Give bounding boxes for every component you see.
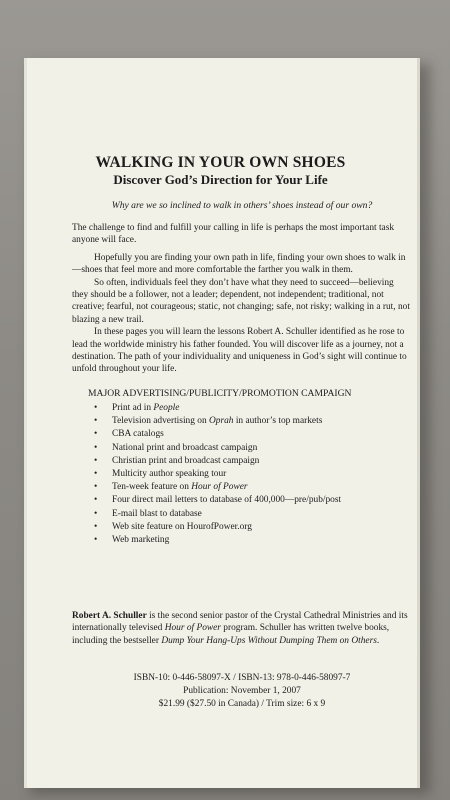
campaign-heading: MAJOR ADVERTISING/PUBLICITY/PROMOTION CAMPAIGN: [88, 388, 352, 399]
bullet-icon: •: [94, 416, 98, 427]
paragraph-4: In these pages you will learn the lessons Robert A. Schuller identified as he rose to lead the worldwide ministry his father founded. You will discover life as a journey, not a destination. The path of your individuality and uniqueness in God’s sight will continue to unfold throughout your life.: [72, 327, 407, 375]
paragraph-3: So often, individuals feel they don’t have what they need to succeed—believing they should be a follower, not a leader; dependent, not independent; traditional, not creative; fearful, not courageous; static, not changing; safe, not risky; walking in a rut, not blazing a new trail.: [72, 277, 410, 325]
campaign-item-text: CBA catalogs: [112, 429, 164, 440]
book-subtitle: Discover God’s Direction for Your Life: [113, 172, 328, 187]
campaign-item: [94, 468, 414, 481]
publication-date: Publication: November 1, 2007: [183, 686, 301, 696]
campaign-item-text: Print ad in: [112, 403, 154, 413]
campaign-item-emphasis: Oprah: [208, 416, 234, 427]
book-title: WALKING IN YOUR OWN SHOES: [95, 154, 346, 171]
campaign-item: [94, 415, 414, 428]
author-name: Robert A. Schuller: [72, 611, 147, 621]
campaign-item: [94, 508, 414, 521]
bullet-icon: •: [94, 521, 98, 532]
bullet-icon: •: [94, 455, 98, 466]
price-line: $21.99 ($27.50 in Canada) / Trim size: 6 x 9: [158, 699, 326, 709]
campaign-item-emphasis: Hour of Power: [191, 482, 248, 493]
publication-info: [72, 672, 412, 711]
paragraph-2: Hopefully you are finding your own path in life, finding your own shoes to walk in—shoes that feel more and more comfortable the farther you walk in them.: [72, 252, 406, 276]
page-edge: [24, 58, 27, 788]
campaign-list: [94, 402, 414, 547]
author-bio-bestseller: Dump Your Hang-Ups Without Dumping Them on Others: [161, 635, 377, 646]
isbn-line: ISBN-10: 0-446-58097-X / ISBN-13: 978-0-446-58097-7: [133, 673, 351, 683]
tagline-question: Why are we so inclined to walk in others’ shoes instead of our own?: [111, 200, 373, 211]
author-bio-part-2: program. Schuller has written twelve books, including the bestseller: [72, 623, 390, 646]
bullet-icon: •: [94, 482, 98, 493]
campaign-item: [94, 494, 414, 507]
campaign-item-text: E-mail blast to database: [112, 508, 202, 519]
campaign-item: [94, 428, 414, 441]
campaign-item: [94, 455, 414, 468]
campaign-item: [94, 402, 414, 415]
paragraph-1: The challenge to find and fulfill your calling in life is perhaps the most important task anyone will face.: [72, 223, 395, 246]
campaign-item: [94, 481, 414, 494]
campaign-item: [94, 534, 414, 547]
bullet-icon: •: [94, 429, 98, 440]
campaign-item: [94, 442, 414, 455]
campaign-item-text: National print and broadcast campaign: [112, 442, 258, 453]
campaign-item: [94, 521, 414, 534]
campaign-item-text: Christian print and broadcast campaign: [112, 455, 260, 466]
campaign-item-emphasis: People: [153, 403, 180, 413]
campaign-item-text: Four direct mail letters to database of 400,000—pre/pub/post: [112, 495, 342, 506]
campaign-item-text: Web site feature on HourofPower.org: [112, 521, 252, 532]
campaign-item-text: Ten-week feature on: [112, 482, 192, 493]
campaign-item-text-end: in author’s top markets: [233, 416, 323, 427]
bullet-icon: •: [94, 469, 98, 480]
campaign-item-text: Multicity author speaking tour: [112, 469, 227, 480]
author-bio: [72, 610, 412, 647]
bullet-icon: •: [94, 495, 98, 506]
author-bio-program: Hour of Power: [164, 623, 221, 634]
campaign-item-text: Television advertising on: [112, 416, 209, 427]
bullet-icon: •: [94, 535, 98, 546]
campaign-item-text: Web marketing: [112, 535, 170, 546]
author-bio-part-1: is the second senior pastor of the Crystal Cathedral Ministries and its internationally televised: [72, 611, 408, 634]
description: [72, 222, 412, 376]
book-back-cover: [24, 58, 420, 788]
bullet-icon: •: [94, 442, 98, 453]
bullet-icon: •: [94, 403, 98, 413]
author-bio-part-3: .: [376, 635, 380, 646]
bullet-icon: •: [94, 508, 98, 519]
